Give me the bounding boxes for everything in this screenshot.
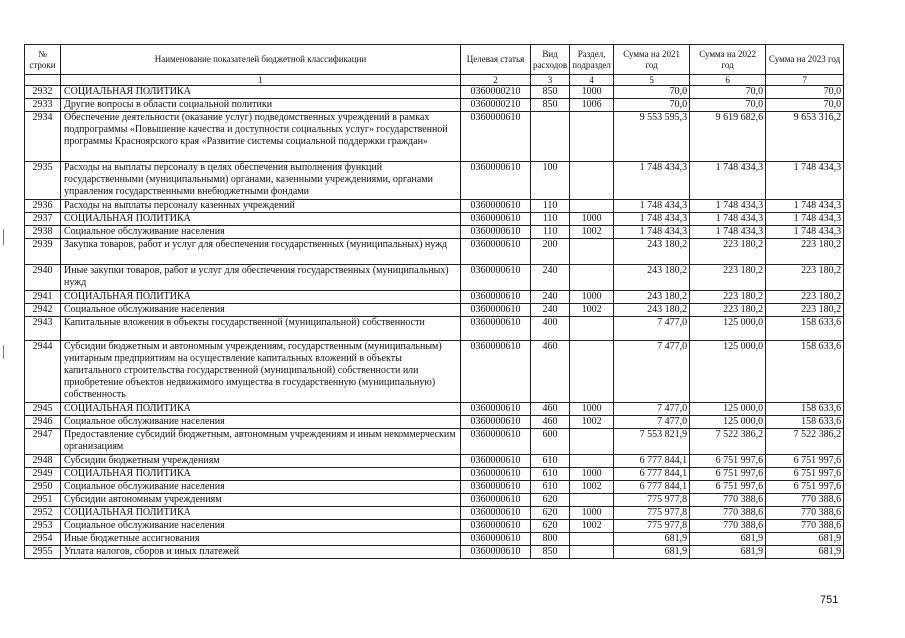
- row-number: 2940: [25, 265, 61, 291]
- column-index: 7: [766, 75, 844, 86]
- sum-2022: 770 388,6: [690, 494, 766, 507]
- sum-2021: 6 777 844,1: [614, 468, 690, 481]
- indicator-name: Социальное обслуживание населения: [61, 304, 461, 317]
- table-row: [25, 304, 844, 317]
- sum-2022: 1 748 434,3: [690, 162, 766, 200]
- section-subsection: [570, 494, 614, 507]
- header-target: Целевая статья: [461, 45, 531, 75]
- sum-2021: 681,9: [614, 533, 690, 546]
- row-number: 2935: [25, 162, 61, 200]
- sum-2021: 1 748 434,3: [614, 200, 690, 213]
- expense-kind: 610: [531, 468, 570, 481]
- row-number: 2939: [25, 239, 61, 265]
- column-index: 2: [461, 75, 531, 86]
- sum-2023: 6 751 997,6: [766, 481, 844, 494]
- sum-2023: 158 633,6: [766, 341, 844, 403]
- expense-kind: 240: [531, 304, 570, 317]
- target-article: 0360000210: [461, 86, 531, 99]
- indicator-name: СОЦИАЛЬНАЯ ПОЛИТИКА: [61, 213, 461, 226]
- indicator-name: Иные закупки товаров, работ и услуг для обеспечения государственных (муниципальных) нужд: [61, 265, 461, 291]
- sum-2021: 775 977,8: [614, 494, 690, 507]
- sum-2023: 1 748 434,3: [766, 213, 844, 226]
- target-article: 0360000610: [461, 507, 531, 520]
- sum-2023: 158 633,6: [766, 416, 844, 429]
- sum-2021: 243 180,2: [614, 304, 690, 317]
- row-number: 2953: [25, 520, 61, 533]
- row-number: 2933: [25, 99, 61, 112]
- expense-kind: 110: [531, 213, 570, 226]
- sum-2023: 223 180,2: [766, 304, 844, 317]
- target-article: 0360000610: [461, 317, 531, 341]
- section-subsection: 1000: [570, 291, 614, 304]
- sum-2023: 681,9: [766, 533, 844, 546]
- target-article: 0360000610: [461, 226, 531, 239]
- row-number: 2954: [25, 533, 61, 546]
- sum-2021: 6 777 844,1: [614, 481, 690, 494]
- table-row: [25, 265, 844, 291]
- table-row: [25, 507, 844, 520]
- expense-kind: 850: [531, 86, 570, 99]
- indicator-name: Субсидии бюджетным и автономным учреждениям, государственным (муниципальным) унитарным предприятиям на осуществление капитальных вложений в объекты капитального строительства государственной (муниципальной) собственности или приобретение объектов недвижимого имущества в государственную (муниципальную) собственность: [61, 341, 461, 403]
- indicator-name: Капитальные вложения в объекты государственной (муниципальной) собственности: [61, 317, 461, 341]
- section-subsection: [570, 455, 614, 468]
- sum-2023: 770 388,6: [766, 494, 844, 507]
- sum-2023: 770 388,6: [766, 520, 844, 533]
- sum-2022: 1 748 434,3: [690, 213, 766, 226]
- table-row: [25, 455, 844, 468]
- sum-2023: 158 633,6: [766, 317, 844, 341]
- target-article: 0360000610: [461, 416, 531, 429]
- sum-2022: 7 522 386,2: [690, 429, 766, 455]
- section-subsection: 1000: [570, 86, 614, 99]
- sum-2023: 70,0: [766, 86, 844, 99]
- sum-2023: 6 751 997,6: [766, 455, 844, 468]
- sum-2022: 70,0: [690, 99, 766, 112]
- sum-2021: 9 553 595,3: [614, 112, 690, 162]
- target-article: 0360000610: [461, 112, 531, 162]
- sum-2021: 7 477,0: [614, 317, 690, 341]
- section-subsection: 1000: [570, 468, 614, 481]
- sum-2022: 70,0: [690, 86, 766, 99]
- expense-kind: 100: [531, 162, 570, 200]
- indicator-name: Предоставление субсидий бюджетным, автономным учреждениям и иным некоммерческим организациям: [61, 429, 461, 455]
- column-index: 4: [570, 75, 614, 86]
- indicator-name: СОЦИАЛЬНАЯ ПОЛИТИКА: [61, 468, 461, 481]
- table-header: [25, 45, 844, 86]
- expense-kind: 240: [531, 291, 570, 304]
- sum-2023: 9 653 316,2: [766, 112, 844, 162]
- sum-2022: 125 000,0: [690, 403, 766, 416]
- column-index: 5: [614, 75, 690, 86]
- sum-2021: 243 180,2: [614, 265, 690, 291]
- indicator-name: Социальное обслуживание населения: [61, 416, 461, 429]
- indicator-name: Другие вопросы в области социальной политики: [61, 99, 461, 112]
- header-sum-2022: Сумма на 2022 год: [690, 45, 766, 75]
- sum-2021: 681,9: [614, 546, 690, 559]
- sum-2021: 7 553 821,9: [614, 429, 690, 455]
- sum-2021: 1 748 434,3: [614, 226, 690, 239]
- row-number: 2944: [25, 341, 61, 403]
- table-row: [25, 403, 844, 416]
- table-row: [25, 468, 844, 481]
- indicator-name: Расходы на выплаты персоналу казенных учреждений: [61, 200, 461, 213]
- expense-kind: 850: [531, 546, 570, 559]
- sum-2022: 125 000,0: [690, 317, 766, 341]
- indicator-name: Расходы на выплаты персоналу в целях обеспечения выполнения функций государственными (муниципальными) органами, казенными учреждениями, органами управления государственными внебюджетными фондами: [61, 162, 461, 200]
- scan-edge-mark: [3, 229, 4, 245]
- sum-2022: 681,9: [690, 533, 766, 546]
- row-number: 2949: [25, 468, 61, 481]
- expense-kind: 110: [531, 226, 570, 239]
- table-row: [25, 200, 844, 213]
- expense-kind: 620: [531, 507, 570, 520]
- expense-kind: 460: [531, 403, 570, 416]
- section-subsection: 1000: [570, 213, 614, 226]
- scan-edge-mark: [3, 345, 4, 359]
- table-row: [25, 291, 844, 304]
- sum-2022: 223 180,2: [690, 291, 766, 304]
- target-article: 0360000610: [461, 520, 531, 533]
- row-number: 2943: [25, 317, 61, 341]
- target-article: 0360000610: [461, 304, 531, 317]
- header-kind: Вид расходов: [531, 45, 570, 75]
- table-row: [25, 112, 844, 162]
- sum-2022: 9 619 682,6: [690, 112, 766, 162]
- sum-2022: 125 000,0: [690, 416, 766, 429]
- row-number: 2950: [25, 481, 61, 494]
- target-article: 0360000610: [461, 265, 531, 291]
- sum-2022: 6 751 997,6: [690, 468, 766, 481]
- sum-2021: 243 180,2: [614, 291, 690, 304]
- target-article: 0360000610: [461, 481, 531, 494]
- section-subsection: 1006: [570, 99, 614, 112]
- indicator-name: Обеспечение деятельности (оказание услуг) подведомственных учреждений в рамках подпрограммы «Повышение качества и доступности социальных услуг» государственной программы Красноярского края «Развитие системы социальной поддержки граждан»: [61, 112, 461, 162]
- sum-2022: 6 751 997,6: [690, 455, 766, 468]
- expense-kind: 620: [531, 494, 570, 507]
- expense-kind: 400: [531, 317, 570, 341]
- section-subsection: 1002: [570, 416, 614, 429]
- table-row: [25, 317, 844, 341]
- sum-2021: 6 777 844,1: [614, 455, 690, 468]
- sum-2022: 6 751 997,6: [690, 481, 766, 494]
- table-row: [25, 481, 844, 494]
- table-row: [25, 341, 844, 403]
- target-article: 0360000610: [461, 455, 531, 468]
- indicator-name: Субсидии автономным учреждениям: [61, 494, 461, 507]
- sum-2021: 1 748 434,3: [614, 162, 690, 200]
- row-number: 2937: [25, 213, 61, 226]
- section-subsection: [570, 162, 614, 200]
- expense-kind: 610: [531, 481, 570, 494]
- sum-2023: 7 522 386,2: [766, 429, 844, 455]
- sum-2021: 1 748 434,3: [614, 213, 690, 226]
- section-subsection: [570, 265, 614, 291]
- sum-2021: 775 977,8: [614, 507, 690, 520]
- header-row-no: № строки: [25, 45, 61, 75]
- sum-2021: 7 477,0: [614, 403, 690, 416]
- sum-2022: 770 388,6: [690, 507, 766, 520]
- indicator-name: СОЦИАЛЬНАЯ ПОЛИТИКА: [61, 403, 461, 416]
- expense-kind: 240: [531, 265, 570, 291]
- sum-2022: 223 180,2: [690, 239, 766, 265]
- indicator-name: СОЦИАЛЬНАЯ ПОЛИТИКА: [61, 86, 461, 99]
- budget-table: [24, 44, 844, 559]
- column-index: [25, 75, 61, 86]
- row-number: 2934: [25, 112, 61, 162]
- expense-kind: 600: [531, 429, 570, 455]
- target-article: 0360000610: [461, 546, 531, 559]
- sum-2023: 1 748 434,3: [766, 162, 844, 200]
- column-index-row: [25, 75, 844, 86]
- table-row: [25, 416, 844, 429]
- row-number: 2945: [25, 403, 61, 416]
- expense-kind: 460: [531, 341, 570, 403]
- table-row: [25, 520, 844, 533]
- target-article: 0360000610: [461, 239, 531, 265]
- target-article: 0360000610: [461, 213, 531, 226]
- row-number: 2936: [25, 200, 61, 213]
- sum-2023: 223 180,2: [766, 265, 844, 291]
- expense-kind: 850: [531, 99, 570, 112]
- expense-kind: 200: [531, 239, 570, 265]
- row-number: 2932: [25, 86, 61, 99]
- target-article: 0360000210: [461, 99, 531, 112]
- table-row: [25, 239, 844, 265]
- sum-2023: 1 748 434,3: [766, 200, 844, 213]
- column-index: 6: [690, 75, 766, 86]
- sum-2022: 1 748 434,3: [690, 226, 766, 239]
- indicator-name: Иные бюджетные ассигнования: [61, 533, 461, 546]
- sum-2023: 223 180,2: [766, 239, 844, 265]
- section-subsection: [570, 317, 614, 341]
- row-number: 2951: [25, 494, 61, 507]
- target-article: 0360000610: [461, 468, 531, 481]
- table-row: [25, 162, 844, 200]
- page-number: 751: [820, 594, 839, 606]
- sum-2021: 7 477,0: [614, 341, 690, 403]
- header-sum-2023: Сумма на 2023 год: [766, 45, 844, 75]
- table-body: [25, 86, 844, 559]
- sum-2023: 681,9: [766, 546, 844, 559]
- section-subsection: [570, 341, 614, 403]
- sum-2021: 70,0: [614, 86, 690, 99]
- indicator-name: Субсидии бюджетным учреждениям: [61, 455, 461, 468]
- indicator-name: Социальное обслуживание населения: [61, 481, 461, 494]
- target-article: 0360000610: [461, 429, 531, 455]
- row-number: 2946: [25, 416, 61, 429]
- sum-2022: 770 388,6: [690, 520, 766, 533]
- row-number: 2948: [25, 455, 61, 468]
- target-article: 0360000610: [461, 533, 531, 546]
- table-row: [25, 213, 844, 226]
- section-subsection: 1002: [570, 481, 614, 494]
- sum-2023: 70,0: [766, 99, 844, 112]
- indicator-name: СОЦИАЛЬНАЯ ПОЛИТИКА: [61, 291, 461, 304]
- target-article: 0360000610: [461, 200, 531, 213]
- table-row: [25, 226, 844, 239]
- indicator-name: Закупка товаров, работ и услуг для обеспечения государственных (муниципальных) нужд: [61, 239, 461, 265]
- sum-2023: 158 633,6: [766, 403, 844, 416]
- indicator-name: Социальное обслуживание населения: [61, 520, 461, 533]
- section-subsection: [570, 546, 614, 559]
- sum-2021: 243 180,2: [614, 239, 690, 265]
- header-name: Наименование показателей бюджетной классификации: [61, 45, 461, 75]
- header-sum-2021: Сумма на 2021 год: [614, 45, 690, 75]
- section-subsection: 1002: [570, 304, 614, 317]
- sum-2023: 1 748 434,3: [766, 226, 844, 239]
- table-row: [25, 99, 844, 112]
- sum-2021: 775 977,8: [614, 520, 690, 533]
- section-subsection: [570, 200, 614, 213]
- section-subsection: 1000: [570, 403, 614, 416]
- indicator-name: Социальное обслуживание населения: [61, 226, 461, 239]
- column-index: 3: [531, 75, 570, 86]
- expense-kind: 110: [531, 200, 570, 213]
- sum-2022: 125 000,0: [690, 341, 766, 403]
- sum-2021: 70,0: [614, 99, 690, 112]
- section-subsection: [570, 429, 614, 455]
- section-subsection: 1002: [570, 226, 614, 239]
- section-subsection: 1000: [570, 507, 614, 520]
- column-index: 1: [61, 75, 461, 86]
- table-row: [25, 546, 844, 559]
- expense-kind: [531, 112, 570, 162]
- sum-2023: 770 388,6: [766, 507, 844, 520]
- sum-2021: 7 477,0: [614, 416, 690, 429]
- row-number: 2942: [25, 304, 61, 317]
- sum-2023: 6 751 997,6: [766, 468, 844, 481]
- section-subsection: 1002: [570, 520, 614, 533]
- row-number: 2947: [25, 429, 61, 455]
- expense-kind: 460: [531, 416, 570, 429]
- sum-2022: 681,9: [690, 546, 766, 559]
- sum-2022: 223 180,2: [690, 304, 766, 317]
- sum-2022: 223 180,2: [690, 265, 766, 291]
- target-article: 0360000610: [461, 341, 531, 403]
- table-row: [25, 533, 844, 546]
- section-subsection: [570, 533, 614, 546]
- table-row: [25, 86, 844, 99]
- indicator-name: СОЦИАЛЬНАЯ ПОЛИТИКА: [61, 507, 461, 520]
- table-row: [25, 429, 844, 455]
- indicator-name: Уплата налогов, сборов и иных платежей: [61, 546, 461, 559]
- section-subsection: [570, 239, 614, 265]
- row-number: 2952: [25, 507, 61, 520]
- header-section: Раздел, подраздел: [570, 45, 614, 75]
- row-number: 2938: [25, 226, 61, 239]
- target-article: 0360000610: [461, 162, 531, 200]
- sum-2023: 223 180,2: [766, 291, 844, 304]
- section-subsection: [570, 112, 614, 162]
- expense-kind: 800: [531, 533, 570, 546]
- expense-kind: 610: [531, 455, 570, 468]
- expense-kind: 620: [531, 520, 570, 533]
- sum-2022: 1 748 434,3: [690, 200, 766, 213]
- target-article: 0360000610: [461, 291, 531, 304]
- target-article: 0360000610: [461, 494, 531, 507]
- target-article: 0360000610: [461, 403, 531, 416]
- table-row: [25, 494, 844, 507]
- row-number: 2941: [25, 291, 61, 304]
- row-number: 2955: [25, 546, 61, 559]
